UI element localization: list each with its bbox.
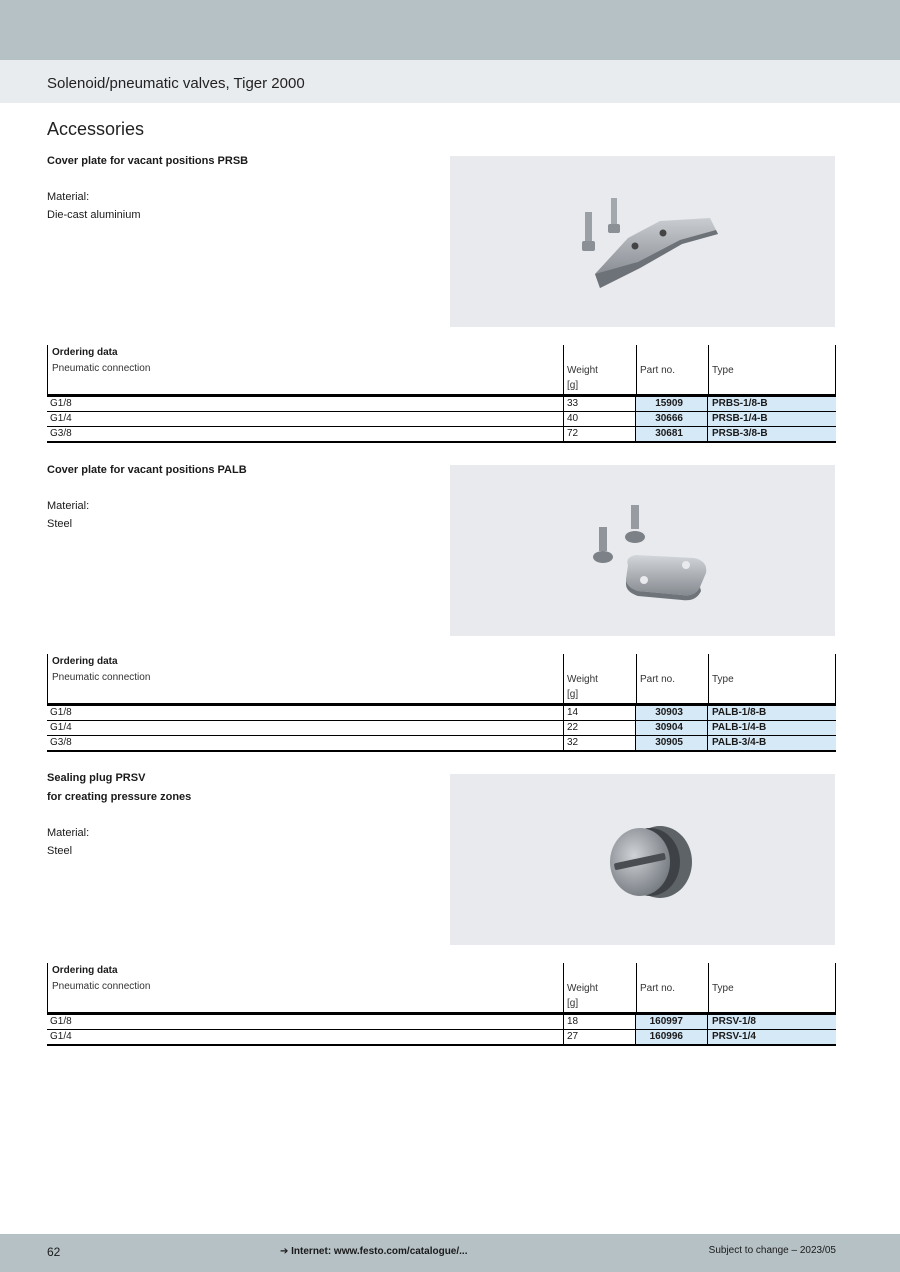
page-title: Solenoid/pneumatic valves, Tiger 2000 — [47, 75, 305, 92]
part-no-cell: 160996 — [635, 1030, 707, 1044]
weight-cell: 18 — [563, 1015, 635, 1029]
connection-cell: G1/8 — [50, 1016, 72, 1027]
weight-cell: 33 — [563, 397, 635, 411]
table-row — [47, 1015, 836, 1030]
type-cell: PRSV-1/8 — [707, 1015, 836, 1029]
internet-link[interactable]: ➔ Internet: www.festo.com/catalogue/... — [280, 1246, 468, 1257]
table-row — [47, 721, 836, 736]
product-material: Material: Steel — [47, 500, 90, 530]
table-row — [47, 412, 836, 427]
table-body — [47, 397, 836, 442]
part-no-cell: 30904 — [635, 721, 707, 735]
type-cell: PRSB-1/4-B — [707, 412, 836, 426]
connection-cell: G3/8 — [50, 428, 72, 439]
product-image-prsb — [450, 156, 835, 327]
type-cell: PALB-3/4-B — [707, 736, 836, 750]
product-image-prsv — [450, 774, 835, 945]
product-title: Cover plate for vacant positions PRSB — [47, 155, 249, 167]
ordering-table-prsv — [47, 963, 836, 1046]
weight-cell: 22 — [563, 721, 635, 735]
table-header: Ordering data Pneumatic connection Weight [g] Part no. Type — [47, 345, 836, 394]
connection-cell: G1/8 — [50, 707, 72, 718]
part-no-cell: 30666 — [635, 412, 707, 426]
weight-cell: 14 — [563, 706, 635, 720]
table-header: Ordering data Pneumatic connection Weight [g] Part no. Type — [47, 654, 836, 703]
connection-cell: G1/4 — [50, 1031, 72, 1042]
top-band — [0, 0, 900, 60]
type-cell: PALB-1/4-B — [707, 721, 836, 735]
type-cell: PRBS-1/8-B — [707, 397, 836, 411]
part-no-cell: 15909 — [635, 397, 707, 411]
connection-cell: G1/4 — [50, 722, 72, 733]
part-no-cell: 30905 — [635, 736, 707, 750]
part-no-cell: 30681 — [635, 427, 707, 441]
weight-cell: 40 — [563, 412, 635, 426]
weight-cell: 72 — [563, 427, 635, 441]
weight-cell: 32 — [563, 736, 635, 750]
table-row — [47, 706, 836, 721]
type-cell: PRSB-3/8-B — [707, 427, 836, 441]
page-number: 62 — [47, 1245, 61, 1259]
table-row — [47, 397, 836, 412]
title-band — [0, 60, 900, 103]
product-material: Material: Die-cast aluminium — [47, 191, 141, 221]
connection-cell: G1/8 — [50, 398, 72, 409]
ordering-table-prsb — [47, 345, 836, 443]
table-header: Ordering data Pneumatic connection Weight [g] Part no. Type — [47, 963, 836, 1012]
change-note: Subject to change – 2023/05 — [708, 1245, 836, 1256]
table-row — [47, 1030, 836, 1045]
part-no-cell: 30903 — [635, 706, 707, 720]
weight-cell: 27 — [563, 1030, 635, 1044]
product-image-palb — [450, 465, 835, 636]
table-row — [47, 736, 836, 751]
section-heading: Accessories — [47, 119, 145, 139]
type-cell: PALB-1/8-B — [707, 706, 836, 720]
ordering-table-palb — [47, 654, 836, 752]
table-row — [47, 427, 836, 442]
table-body — [47, 706, 836, 751]
product-title: Sealing plug PRSV for creating pressure zones — [47, 772, 192, 803]
type-cell: PRSV-1/4 — [707, 1030, 836, 1044]
product-title: Cover plate for vacant positions PALB — [47, 464, 247, 476]
table-body — [47, 1015, 836, 1045]
footer — [0, 1234, 900, 1272]
connection-cell: G3/8 — [50, 737, 72, 748]
connection-cell: G1/4 — [50, 413, 72, 424]
part-no-cell: 160997 — [635, 1015, 707, 1029]
product-material: Material: Steel — [47, 827, 90, 857]
